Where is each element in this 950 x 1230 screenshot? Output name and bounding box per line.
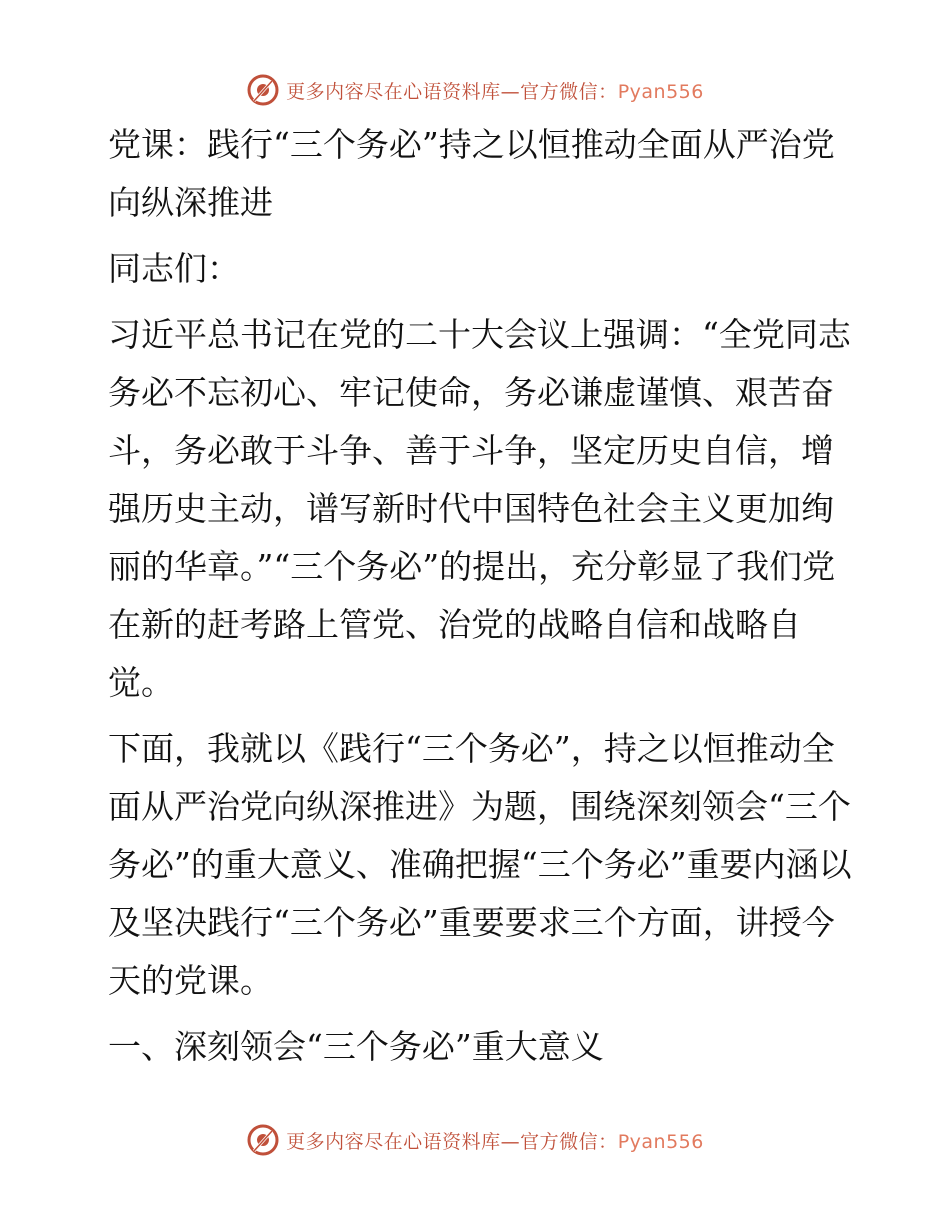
- section-heading-1: 一、深刻领会“三个务必”重大意义: [108, 1027, 604, 1066]
- document-title: 党课：践行“三个务必”持之以恒推动全面从严治党向纵深推进: [108, 125, 835, 222]
- paragraph-2: 下面，我就以《践行“三个务必”，持之以恒推动全面从严治党向纵深推进》为题，围绕深刻领会“三个务必”的重大意义、准确把握“三个务必”重要内涵以及坚决践行“三个务必”重要要求三个方面，讲授今天的党课。: [108, 729, 852, 1000]
- watermark-text: 更多内容尽在心语资料库—官方微信：Pyan556: [286, 1130, 704, 1153]
- seal-pen-icon: [246, 1123, 280, 1157]
- greeting: 同志们：: [108, 249, 240, 288]
- document-body: [98, 116, 858, 1076]
- seal-pen-icon: [246, 73, 280, 107]
- watermark-text: 更多内容尽在心语资料库—官方微信：Pyan556: [286, 80, 704, 103]
- paragraph-1: 习近平总书记在党的二十大会议上强调：“全党同志务必不忘初心、牢记使命，务必谦虚谨慎、艰苦奋斗，务必敢于斗争、善于斗争，坚定历史自信，增强历史主动，谱写新时代中国特色社会主义更加绚丽的华章。”“三个务必”的提出，充分彰显了我们党在新的赶考路上管党、治党的战略自信和战略自觉。: [108, 315, 851, 702]
- footer-watermark: [0, 1120, 950, 1160]
- header-watermark: [0, 70, 950, 110]
